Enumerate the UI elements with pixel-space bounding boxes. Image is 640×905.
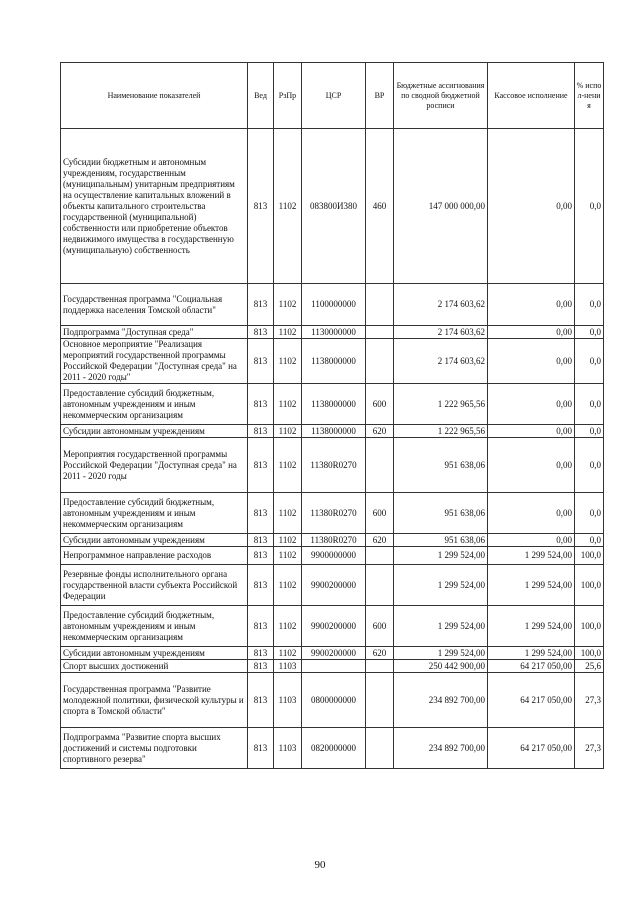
cell-rzpr: 1102 [274,339,302,384]
cell-assign: 1 222 965,56 [394,425,488,438]
cell-name: Спорт высших достижений [61,660,248,673]
cell-rzpr: 1102 [274,129,302,284]
cell-pct: 27,3 [575,728,604,769]
cell-pct: 0,0 [575,384,604,425]
cell-csr: 0800000000 [302,673,366,728]
cell-kass: 1 299 524,00 [488,606,575,647]
cell-vr: 600 [366,384,394,425]
cell-csr: 0820000000 [302,728,366,769]
cell-kass: 0,00 [488,129,575,284]
cell-ved: 813 [248,129,274,284]
header-name: Наименование показателей [61,63,248,129]
cell-csr: 9900200000 [302,606,366,647]
cell-vr [366,326,394,339]
cell-kass: 0,00 [488,425,575,438]
budget-execution-table [60,62,604,769]
cell-assign: 147 000 000,00 [394,129,488,284]
cell-kass: 1 299 524,00 [488,547,575,565]
cell-rzpr: 1102 [274,534,302,547]
cell-rzpr: 1102 [274,547,302,565]
table-row [61,384,604,425]
cell-ved: 813 [248,547,274,565]
cell-vr [366,728,394,769]
cell-csr: 1138000000 [302,425,366,438]
cell-kass: 64 217 050,00 [488,673,575,728]
cell-assign: 1 299 524,00 [394,647,488,660]
cell-ved: 813 [248,425,274,438]
cell-name: Основное мероприятие "Реализация мероприятий государственной программы Российской Федерации "Доступная среда" на 2011 - 2020 годы" [61,339,248,384]
cell-pct: 0,0 [575,493,604,534]
cell-kass: 1 299 524,00 [488,565,575,606]
cell-rzpr: 1102 [274,425,302,438]
cell-pct: 0,0 [575,425,604,438]
cell-vr [366,660,394,673]
cell-assign: 1 222 965,56 [394,384,488,425]
cell-pct: 25,6 [575,660,604,673]
cell-rzpr: 1102 [274,326,302,339]
cell-vr: 620 [366,647,394,660]
cell-pct: 0,0 [575,284,604,326]
cell-rzpr: 1103 [274,728,302,769]
cell-assign: 2 174 603,62 [394,284,488,326]
cell-vr [366,547,394,565]
cell-vr [366,339,394,384]
cell-ved: 813 [248,660,274,673]
cell-name: Субсидии бюджетным и автономным учреждениям, государственным (муниципальным) унитарным предприятиям на осуществление капитальных вложений в объекты капитального строительства государственной (муниципальной) собственности или приобретение объектов недвижимого имущества в государственную (муниципальную) собственность [61,129,248,284]
cell-name: Предоставление субсидий бюджетным, автономным учреждениям и иным некоммерческим организациям [61,384,248,425]
cell-assign: 2 174 603,62 [394,339,488,384]
cell-vr [366,438,394,493]
cell-assign: 250 442 900,00 [394,660,488,673]
cell-csr: 083800И380 [302,129,366,284]
cell-pct: 0,0 [575,339,604,384]
cell-ved: 813 [248,728,274,769]
cell-ved: 813 [248,673,274,728]
cell-pct: 0,0 [575,129,604,284]
cell-csr: 9900200000 [302,565,366,606]
cell-name: Непрограммное направление расходов [61,547,248,565]
cell-rzpr: 1103 [274,660,302,673]
cell-assign: 951 638,06 [394,438,488,493]
header-execution-percent: % испол-нения [575,63,604,129]
header-cash-execution: Кассовое исполнение [488,63,575,129]
header-vr: ВР [366,63,394,129]
cell-name: Предоставление субсидий бюджетным, автономным учреждениям и иным некоммерческим организациям [61,606,248,647]
header-assignments: Бюджетные ассигнования по сводной бюджетной росписи [394,63,488,129]
cell-kass: 0,00 [488,384,575,425]
cell-kass: 1 299 524,00 [488,647,575,660]
cell-ved: 813 [248,284,274,326]
table-row [61,129,604,284]
cell-pct: 0,0 [575,534,604,547]
cell-assign: 234 892 700,00 [394,728,488,769]
cell-ved: 813 [248,339,274,384]
table-row [61,326,604,339]
table-row [61,534,604,547]
header-csr: ЦСР [302,63,366,129]
cell-kass: 0,00 [488,284,575,326]
table-row [61,660,604,673]
cell-name: Субсидии автономным учреждениям [61,534,248,547]
cell-ved: 813 [248,647,274,660]
cell-assign: 1 299 524,00 [394,606,488,647]
cell-vr: 600 [366,606,394,647]
cell-name: Предоставление субсидий бюджетным, автономным учреждениям и иным некоммерческим организациям [61,493,248,534]
cell-name: Мероприятия государственной программы Российской Федерации "Доступная среда" на 2011 - 2020 годы [61,438,248,493]
cell-rzpr: 1102 [274,438,302,493]
table-header-row [61,63,604,129]
cell-rzpr: 1102 [274,565,302,606]
cell-rzpr: 1102 [274,384,302,425]
table-row [61,438,604,493]
cell-name: Подпрограмма "Развитие спорта высших достижений и системы подготовки спортивного резерва" [61,728,248,769]
cell-pct: 100,0 [575,647,604,660]
cell-vr: 600 [366,493,394,534]
table-row [61,728,604,769]
cell-kass: 0,00 [488,339,575,384]
table-row [61,565,604,606]
cell-csr: 11380R0270 [302,493,366,534]
cell-ved: 813 [248,565,274,606]
cell-ved: 813 [248,384,274,425]
cell-vr: 620 [366,425,394,438]
cell-vr [366,284,394,326]
cell-kass: 0,00 [488,534,575,547]
table-row [61,673,604,728]
cell-kass: 64 217 050,00 [488,660,575,673]
cell-csr: 9900200000 [302,647,366,660]
cell-name: Субсидии автономным учреждениям [61,425,248,438]
cell-name: Резервные фонды исполнительного органа государственной власти субъекта Российской Федерации [61,565,248,606]
cell-rzpr: 1103 [274,673,302,728]
cell-assign: 2 174 603,62 [394,326,488,339]
cell-assign: 1 299 524,00 [394,547,488,565]
cell-ved: 813 [248,326,274,339]
cell-name: Субсидии автономным учреждениям [61,647,248,660]
cell-rzpr: 1102 [274,493,302,534]
cell-kass: 0,00 [488,493,575,534]
header-ved: Вед [248,63,274,129]
table-row [61,647,604,660]
table-row [61,547,604,565]
cell-name: Подпрограмма "Доступная среда" [61,326,248,339]
cell-assign: 234 892 700,00 [394,673,488,728]
cell-ved: 813 [248,438,274,493]
cell-vr [366,673,394,728]
cell-name: Государственная программа "Социальная поддержка населения Томской области" [61,284,248,326]
cell-kass: 0,00 [488,438,575,493]
cell-csr: 1138000000 [302,384,366,425]
cell-vr: 620 [366,534,394,547]
cell-pct: 100,0 [575,547,604,565]
cell-csr: 9900000000 [302,547,366,565]
cell-assign: 1 299 524,00 [394,565,488,606]
cell-csr: 1100000000 [302,284,366,326]
cell-vr: 460 [366,129,394,284]
cell-ved: 813 [248,606,274,647]
cell-rzpr: 1102 [274,284,302,326]
cell-csr: 11380R0270 [302,534,366,547]
cell-pct: 100,0 [575,606,604,647]
table-row [61,606,604,647]
cell-kass: 64 217 050,00 [488,728,575,769]
cell-name: Государственная программа "Развитие молодежной политики, физической культуры и спорта в Томской области" [61,673,248,728]
cell-pct: 27,3 [575,673,604,728]
table-row [61,339,604,384]
cell-pct: 0,0 [575,326,604,339]
cell-csr: 1138000000 [302,339,366,384]
cell-ved: 813 [248,493,274,534]
cell-rzpr: 1102 [274,606,302,647]
table-row [61,425,604,438]
cell-ved: 813 [248,534,274,547]
table-row [61,493,604,534]
cell-csr: 1130000000 [302,326,366,339]
cell-rzpr: 1102 [274,647,302,660]
table-row [61,284,604,326]
cell-csr [302,660,366,673]
cell-pct: 100,0 [575,565,604,606]
page-number: 90 [314,859,326,871]
cell-pct: 0,0 [575,438,604,493]
cell-assign: 951 638,06 [394,534,488,547]
header-rzpr: РзПр [274,63,302,129]
cell-vr [366,565,394,606]
cell-kass: 0,00 [488,326,575,339]
cell-assign: 951 638,06 [394,493,488,534]
cell-csr: 11380R0270 [302,438,366,493]
